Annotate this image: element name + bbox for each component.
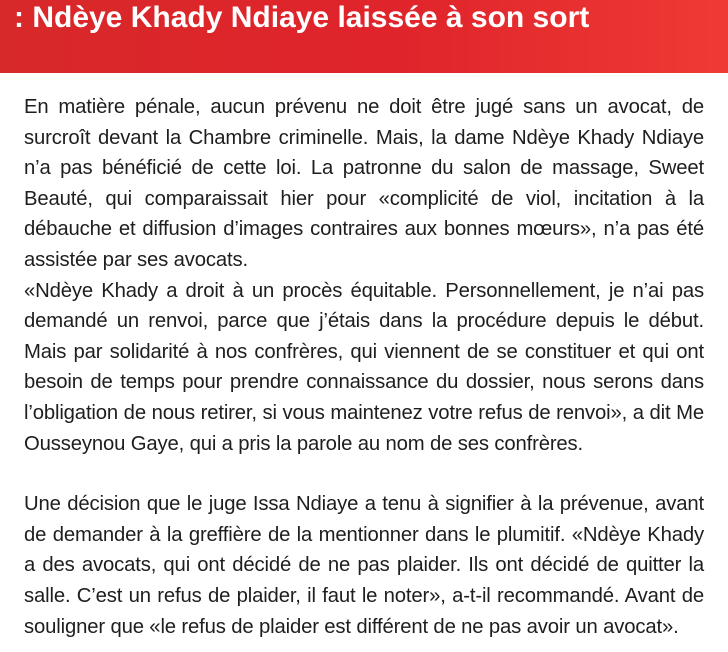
article-body [24, 92, 704, 642]
article-paragraph: En matière pénale, aucun prévenu ne doit être jugé sans un avocat, de surcroît devant la Chambre criminelle. Mais, la dame Ndèye Khady Ndiaye n’a pas bénéficié de cette loi. La patronne du salon de massage, Sweet Beauté, qui comparaissait hier pour «complicité de viol, incitation à la débauche et diffusion d’images contraires aux bonnes mœurs», n’a pas été assistée par ses avocats. [24, 96, 704, 271]
article-paragraph: Une décision que le juge Issa Ndiaye a tenu à signifier à la prévenue, avant de demander à la greffière de la mentionner dans le plumitif. «Ndèye Khady a des avocats, qui ont décidé de ne pas plaider. Ils ont décidé de quitter la salle. C’est un refus de plaider, il faut le noter», a-t-il recommandé. Avant de souligner que «le refus de plaider est différent de ne pas avoir un avocat». [24, 493, 704, 638]
paragraph-spacer [24, 459, 704, 489]
article-paragraph: «Ndèye Khady a droit à un procès équitable. Personnellement, je n’ai pas demandé un renvoi, parce que j’étais dans la procédure depuis le début. Mais par solidarité à nos confrères, qui viennent de se constituer et qui ont besoin de temps pour prendre connaissance du dossier, nous serons dans l’obligation de nous retirer, si vous maintenez votre refus de renvoi», a dit Me Ousseynou Gaye, qui a pris la parole au nom de ses confrères. [24, 279, 704, 455]
headline-title: : Ndèye Khady Ndiaye laissée à son sort [14, 1, 590, 34]
headline-banner [0, 0, 728, 73]
